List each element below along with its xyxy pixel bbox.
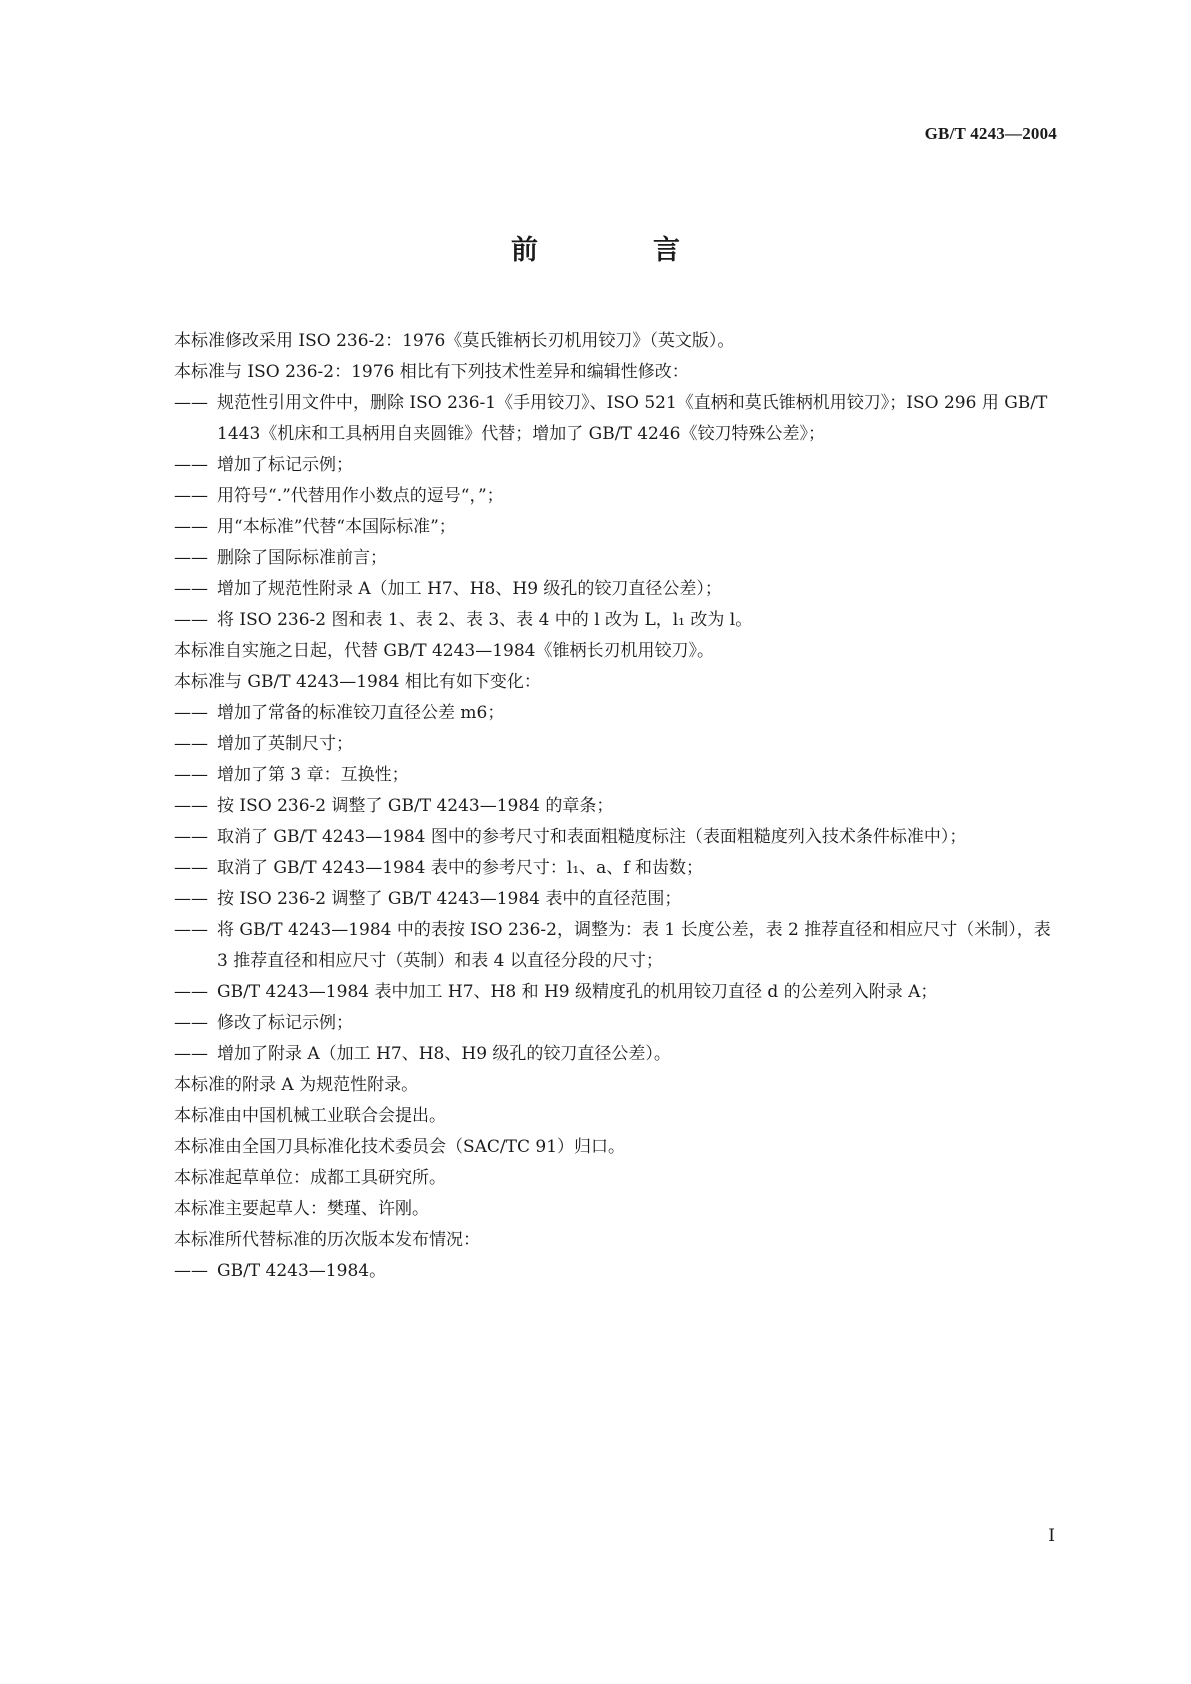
list-item (174, 512, 1056, 543)
list-item (174, 543, 1056, 574)
list-item (174, 605, 1056, 636)
paragraph: 本标准主要起草人：樊瑾、许刚。 (174, 1199, 429, 1219)
list-item (174, 729, 1056, 760)
dash-mark: —— (174, 548, 208, 568)
page-title: 前 言 (511, 235, 724, 266)
dash-mark: —— (174, 827, 208, 847)
list-item-text: 用符号“.”代替用作小数点的逗号“，”； (217, 486, 504, 506)
list-item (174, 450, 1056, 481)
list-item-text: 按 ISO 236-2 调整了 GB/T 4243—1984 的章条； (217, 796, 614, 816)
list-item (174, 791, 1056, 822)
dash-mark: —— (174, 703, 208, 723)
list-item-text: 增加了标记示例； (217, 455, 353, 475)
dash-mark: —— (174, 765, 208, 785)
list-item (174, 574, 1056, 605)
list-item-text: 规范性引用文件中，删除 ISO 236-1《手用铰刀》、ISO 521《直柄和莫氏锥柄机用铰刀》；ISO 296 用 GB/T 1443《机床和工具柄用自夹圆锥》代替；增加了 GB/T 4246《铰刀特殊公差》； (217, 393, 1048, 444)
dash-mark: —— (174, 796, 208, 816)
list-item (174, 884, 1056, 915)
dash-mark: —— (174, 517, 208, 537)
paragraph: 本标准由全国刀具标准化技术委员会（SAC/TC 91）归口。 (174, 1137, 626, 1157)
list-item (174, 698, 1056, 729)
list-item (174, 1256, 1056, 1287)
list-item-text: 用“本标准”代替“本国际标准”； (217, 517, 456, 537)
list-item (174, 1039, 1056, 1070)
list-item (174, 388, 1056, 450)
dash-mark: —— (174, 920, 208, 940)
page-number: Ⅰ (1048, 1526, 1055, 1545)
dash-mark: —— (174, 982, 208, 1002)
list-item-text: 取消了 GB/T 4243—1984 表中的参考尺寸：l₁、a、f 和齿数； (217, 858, 703, 878)
standard-code: GB/T 4243—2004 (924, 124, 1057, 143)
paragraph: 本标准的附录 A 为规范性附录。 (174, 1075, 419, 1095)
list-item (174, 822, 1056, 853)
paragraph: 本标准起草单位：成都工具研究所。 (174, 1168, 446, 1188)
list-item-text: 增加了规范性附录 A（加工 H7、H8、H9 级孔的铰刀直径公差）； (217, 579, 722, 599)
list-item (174, 1008, 1056, 1039)
paragraph: 本标准所代替标准的历次版本发布情况： (174, 1230, 480, 1250)
list-item-text: 修改了标记示例； (217, 1013, 353, 1033)
dash-mark: —— (174, 1044, 208, 1064)
list-item-text: 增加了第 3 章：互换性； (217, 765, 409, 785)
paragraph: 本标准自实施之日起，代替 GB/T 4243—1984《锥柄长刃机用铰刀》。 (174, 641, 714, 661)
dash-mark: —— (174, 1261, 208, 1281)
list-item-text: 将 ISO 236-2 图和表 1、表 2、表 3、表 4 中的 l 改为 L，l₁ 改为 l。 (217, 610, 753, 630)
paragraph: 本标准修改采用 ISO 236-2：1976《莫氏锥柄长刃机用铰刀》（英文版）。 (174, 331, 735, 351)
list-item (174, 853, 1056, 884)
dash-mark: —— (174, 1013, 208, 1033)
list-item (174, 977, 1056, 1008)
dash-mark: —— (174, 858, 208, 878)
list-item-text: 按 ISO 236-2 调整了 GB/T 4243—1984 表中的直径范围； (217, 889, 682, 909)
list-item-text: GB/T 4243—1984。 (217, 1261, 387, 1281)
dash-mark: —— (174, 455, 208, 475)
dash-mark: —— (174, 734, 208, 754)
list-item (174, 915, 1056, 977)
list-item-text: 增加了附录 A（加工 H7、H8、H9 级孔的铰刀直径公差）。 (217, 1044, 671, 1064)
list-item-text: 将 GB/T 4243—1984 中的表按 ISO 236-2，调整为：表 1 长度公差，表 2 推荐直径和相应尺寸（米制），表 3 推荐直径和相应尺寸（英制）和表 4 以直径分段的尺寸； (217, 920, 1051, 971)
dash-mark: —— (174, 393, 208, 413)
list-item-text: 取消了 GB/T 4243—1984 图中的参考尺寸和表面粗糙度标注（表面粗糙度列入技术条件标准中）； (217, 827, 967, 847)
paragraph: 本标准与 ISO 236-2：1976 相比有下列技术性差异和编辑性修改： (174, 362, 689, 382)
paragraph: 本标准由中国机械工业联合会提出。 (174, 1106, 446, 1126)
list-item (174, 481, 1056, 512)
list-item-text: 增加了英制尺寸； (217, 734, 353, 754)
dash-mark: —— (174, 610, 208, 630)
list-item (174, 760, 1056, 791)
list-item-text: 删除了国际标准前言； (217, 548, 387, 568)
dash-mark: —— (174, 889, 208, 909)
dash-mark: —— (174, 579, 208, 599)
foreword-body (174, 326, 1056, 1287)
dash-mark: —— (174, 486, 208, 506)
paragraph: 本标准与 GB/T 4243—1984 相比有如下变化： (174, 672, 541, 692)
list-item-text: GB/T 4243—1984 表中加工 H7、H8 和 H9 级精度孔的机用铰刀直径 d 的公差列入附录 A； (217, 982, 938, 1002)
list-item-text: 增加了常备的标准铰刀直径公差 m6； (217, 703, 505, 723)
